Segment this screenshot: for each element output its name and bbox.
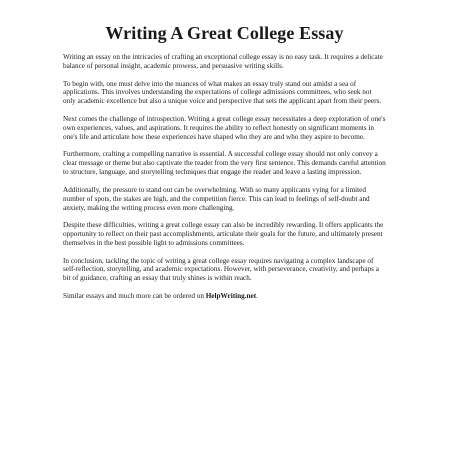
helpwriting-link[interactable]: HelpWriting.net [205, 291, 257, 300]
document-title: Writing A Great College Essay [105, 23, 344, 43]
paragraph-intro: Writing an essay on the intricacies of crafting an exceptional college essay is no easy task. It requires a delicate balance of personal insight, academic prowess, and persuasive writing skills. [63, 53, 383, 70]
paragraph-conclusion: In conclusion, tackling the topic of writing a great college essay requires navigating a complex landscape of self-reflection, storytelling, and academic expectations. However, with perseverance, creativity, and perhaps a bit of guidance, crafting an essay that truly shines is within reach. [63, 256, 379, 283]
closing-text: Similar essays and much more can be ordered on [63, 291, 206, 300]
paragraph-expectations: To begin with, one must delve into the nuances of what makes an essay truly stand out amidst a sea of applications. This involves understanding the expectations of college admissions committees, who seek not only academic excellence but also a unique voice and perspective that sets the applicant apart from their peers. [63, 79, 382, 106]
paragraph-pressure: Additionally, the pressure to stand out can be overwhelming. With so many applicants vying for a limited number of spots, the stakes are high, and the competition fierce. This can lead to feelings of self-doubt and anxiety, making the writing process even more challenging. [63, 185, 370, 212]
paragraph-introspection: Next comes the challenge of introspection. Writing a great college essay necessitates a deep exploration of one's own experiences, values, and aspirations. It requires the ability to reflect honestly on significant moments in one's life and articulate how these experiences have shaped who they are and who they aspire to become. [63, 114, 386, 141]
closing-line [63, 292, 386, 301]
closing-suffix: . [256, 291, 258, 300]
paragraph-rewarding: Despite these difficulties, writing a great college essay can also be incredibly rewarding. It offers applicants the opportunity to reflect on their past accomplishments, articulate their goals for the future, and ultimately present themselves in the best possible light to admissions committees. [63, 221, 384, 247]
paragraph-narrative: Furthermore, crafting a compelling narrative is essential. A successful college essay should not only convey a clear message or theme but also captivate the reader from the very first sentence. This demands careful attention to structure, language, and storytelling techniques that engage the reader and leave a lasting impression. [63, 150, 386, 177]
